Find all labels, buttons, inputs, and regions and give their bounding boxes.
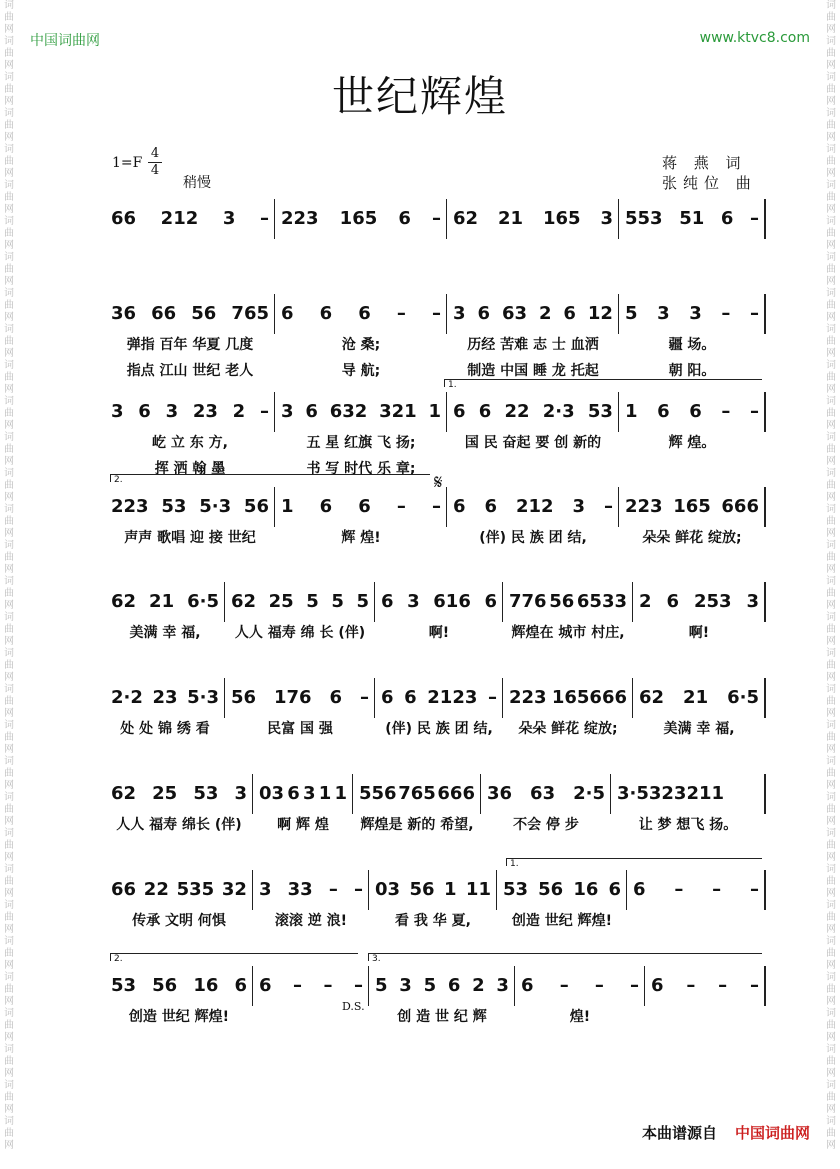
measure: 2 6 253 3	[639, 590, 759, 612]
measure: 3·5323211	[617, 782, 725, 804]
notes-line	[105, 493, 765, 519]
measure: 6 6 6 – –	[281, 302, 441, 324]
lyric-segment: 创造 世纪 辉煌!	[511, 913, 613, 929]
measure: 3 33 – –	[259, 878, 363, 900]
measure: 1 6 6 – –	[281, 495, 441, 517]
measure: 6 6 2123 –	[381, 686, 497, 708]
volta-1-bracket-b: 1.	[506, 858, 762, 866]
measure: 6 6 212 3 –	[453, 495, 613, 517]
lyric-segment: 看 我 华 夏,	[395, 913, 471, 929]
lyric-segment: 美满 幸 福,	[663, 721, 735, 737]
lyric-line	[105, 814, 765, 834]
lyric-line	[105, 1006, 765, 1026]
lyric-segment: 历经 苦难 志 士 血洒	[467, 337, 599, 353]
measure: 62 21 6·5	[111, 590, 219, 612]
notes-line	[105, 876, 765, 902]
lyric-segment: 民富 国 强	[267, 721, 333, 737]
lyric-segment: 不会 停 步	[513, 817, 579, 833]
source-label: 本曲谱源自	[641, 1124, 717, 1142]
lyric-line	[105, 622, 765, 642]
measure: 62 25 53 3	[111, 782, 247, 804]
measure: 223 165666	[509, 686, 627, 708]
lyric-segment: 煌!	[569, 1009, 591, 1025]
barline	[764, 487, 766, 527]
measure: 36 63 2·5	[487, 782, 605, 804]
site-url-right[interactable]: www.ktvc8.com	[699, 30, 810, 46]
measure: 223 165 666	[625, 495, 759, 517]
measure: 556 765 666	[359, 782, 475, 804]
measure: 6 – – –	[259, 974, 363, 996]
lyric-line	[105, 718, 765, 738]
notes-line	[105, 780, 765, 806]
source-brand[interactable]: 中国词曲网	[734, 1124, 810, 1142]
lyric-segment: 啊!	[428, 625, 450, 641]
measure: 553 51 6 –	[625, 207, 759, 229]
volta-2-bracket-b: 2.	[110, 953, 358, 961]
footer-source	[642, 1122, 810, 1143]
notes-line	[105, 588, 765, 614]
measure: 1 6 6 – –	[625, 400, 759, 422]
volta-2-bracket: 2.	[110, 474, 430, 482]
measure: 03 56 1 11	[375, 878, 491, 900]
measure: 2·2 23 5·3	[111, 686, 219, 708]
lyric-segment: 辉 煌。	[668, 435, 716, 451]
lyric-segment: 辉 煌!	[341, 530, 381, 546]
lyric-segment: 朵朵 鲜花 绽放;	[642, 530, 742, 546]
lyric-segment: 国 民 奋起 要 创 新的	[464, 435, 602, 451]
barline	[764, 870, 766, 910]
measure: 62 21 6·5	[639, 686, 759, 708]
measure: 6 – – –	[633, 878, 759, 900]
lyric-segment: 滚滚 逆 浪!	[274, 913, 348, 929]
measure: 5 3 3 – –	[625, 302, 759, 324]
barline	[764, 294, 766, 334]
measure: 223 53 5·3 56	[111, 495, 269, 517]
measure: 3 6 63 2 6 12	[453, 302, 613, 324]
site-name-left[interactable]: 中国词曲网	[30, 33, 100, 49]
left-watermark-strip: 词曲网词曲网词曲网词曲网词曲网词曲网词曲网词曲网词曲网词曲网词曲网词曲网词曲网词曲网词曲网词曲网词曲网词曲网词曲网词曲网词曲网词曲网词曲网词曲网词曲网词曲网词曲网词曲网词曲网词曲网词曲网词曲网	[4, 0, 14, 1151]
lyric-segment: 朝 阳。	[668, 363, 716, 379]
measure: 66 22 535 32	[111, 878, 247, 900]
lyric-segment: 书 写 时代 乐 章;	[306, 461, 416, 477]
lyric-segment: 声声 歌唱 迎 接 世纪	[124, 530, 256, 546]
lyric-segment: 啊!	[688, 625, 710, 641]
lyric-segment: 人人 福寿 绵 长 (伴)	[234, 625, 366, 641]
composer-credit: 张纯位 曲	[662, 174, 757, 192]
lyric-segment: (伴) 民 族 团 结,	[385, 721, 493, 737]
lyric-line	[105, 360, 765, 380]
lyric-segment: 创 造 世 纪 辉	[397, 1009, 487, 1025]
measure: 53 56 16 6	[503, 878, 621, 900]
lyric-segment: 疆 场。	[668, 337, 716, 353]
measure: 223 165 6 –	[281, 207, 441, 229]
lyric-line	[105, 334, 765, 354]
time-signature: $\frac{4}{4}$	[148, 146, 162, 179]
volta-1-bracket: 1.	[444, 379, 762, 387]
right-watermark-strip: 词曲网词曲网词曲网词曲网词曲网词曲网词曲网词曲网词曲网词曲网词曲网词曲网词曲网词曲网词曲网词曲网词曲网词曲网词曲网词曲网词曲网词曲网词曲网词曲网词曲网词曲网词曲网词曲网词曲网词曲网词曲网词曲网	[826, 0, 836, 1151]
lyric-segment: 创造 世纪 辉煌!	[128, 1009, 230, 1025]
lyric-segment: 挥 洒 翰 墨	[154, 461, 226, 477]
lyricist-credit: 蒋 燕 词	[662, 154, 747, 172]
lyric-segment: 弹指 百年 华夏 几度	[126, 337, 254, 353]
lyric-segment: (伴) 民 族 团 结,	[479, 530, 587, 546]
measure: 6 6 22 2·3 53	[453, 400, 613, 422]
measure: 776 56 6533	[509, 590, 627, 612]
measure: 62 21 165 3	[453, 207, 613, 229]
measure: 3 6 3 23 2 –	[111, 400, 269, 422]
lyric-segment: 让 梦 想飞 扬。	[638, 817, 738, 833]
lyric-line	[105, 527, 765, 547]
lyric-segment: 朵朵 鲜花 绽放;	[518, 721, 618, 737]
notes-line	[105, 972, 765, 998]
measure: 53 56 16 6	[111, 974, 247, 996]
lyric-segment: 导 航;	[341, 363, 381, 379]
measure: 6 3 616 6	[381, 590, 497, 612]
segno-mark: 𝄋	[434, 470, 443, 494]
lyric-segment: 处 处 锦 绣 看	[120, 721, 210, 737]
barline	[764, 392, 766, 432]
notes-line	[105, 684, 765, 710]
lyric-segment: 指点 江山 世纪 老人	[126, 363, 254, 379]
lyric-segment: 屹 立 东 方,	[152, 435, 228, 451]
measure: 36 66 56 765	[111, 302, 269, 324]
notes-line	[105, 398, 765, 424]
barline	[764, 774, 766, 814]
lyric-segment: 制造 中国 睡 龙 托起	[467, 363, 599, 379]
lyric-segment: 五 星 红旗 飞 扬;	[306, 435, 416, 451]
ds-mark: D.S.	[342, 1000, 365, 1013]
volta-3-bracket: 3.	[368, 953, 762, 961]
tempo-marking: 稍慢	[183, 175, 211, 191]
measure: 62 25 5 5 5	[231, 590, 369, 612]
notes-line	[105, 300, 765, 326]
measure: 5 3 5 6 2 3	[375, 974, 509, 996]
key-signature: 1=F	[112, 155, 143, 171]
lyric-segment: 辉煌是 新的 希望,	[360, 817, 474, 833]
barline	[764, 199, 766, 239]
song-title: 世纪辉煌	[331, 72, 508, 121]
lyric-segment: 人人 福寿 绵长 (伴)	[116, 817, 242, 833]
measure: 6 – – –	[651, 974, 759, 996]
lyric-segment: 沧 桑;	[341, 337, 381, 353]
notes-line	[105, 205, 765, 231]
lyric-line	[105, 432, 765, 452]
lyric-line	[105, 910, 765, 930]
lyric-segment: 啊 辉 煌	[277, 817, 329, 833]
lyric-segment: 辉煌在 城市 村庄,	[511, 625, 625, 641]
lyric-segment: 美满 幸 福,	[129, 625, 201, 641]
barline	[764, 582, 766, 622]
barline	[764, 966, 766, 1006]
measure: 3 6 632 321 1	[281, 400, 441, 422]
lyric-segment: 传承 文明 何惧	[132, 913, 226, 929]
measure: 56 176 6 –	[231, 686, 369, 708]
measure: 03 6 3 1 1	[259, 782, 347, 804]
measure: 6 – – –	[521, 974, 639, 996]
barline	[764, 678, 766, 718]
measure: 66 212 3 –	[111, 207, 269, 229]
